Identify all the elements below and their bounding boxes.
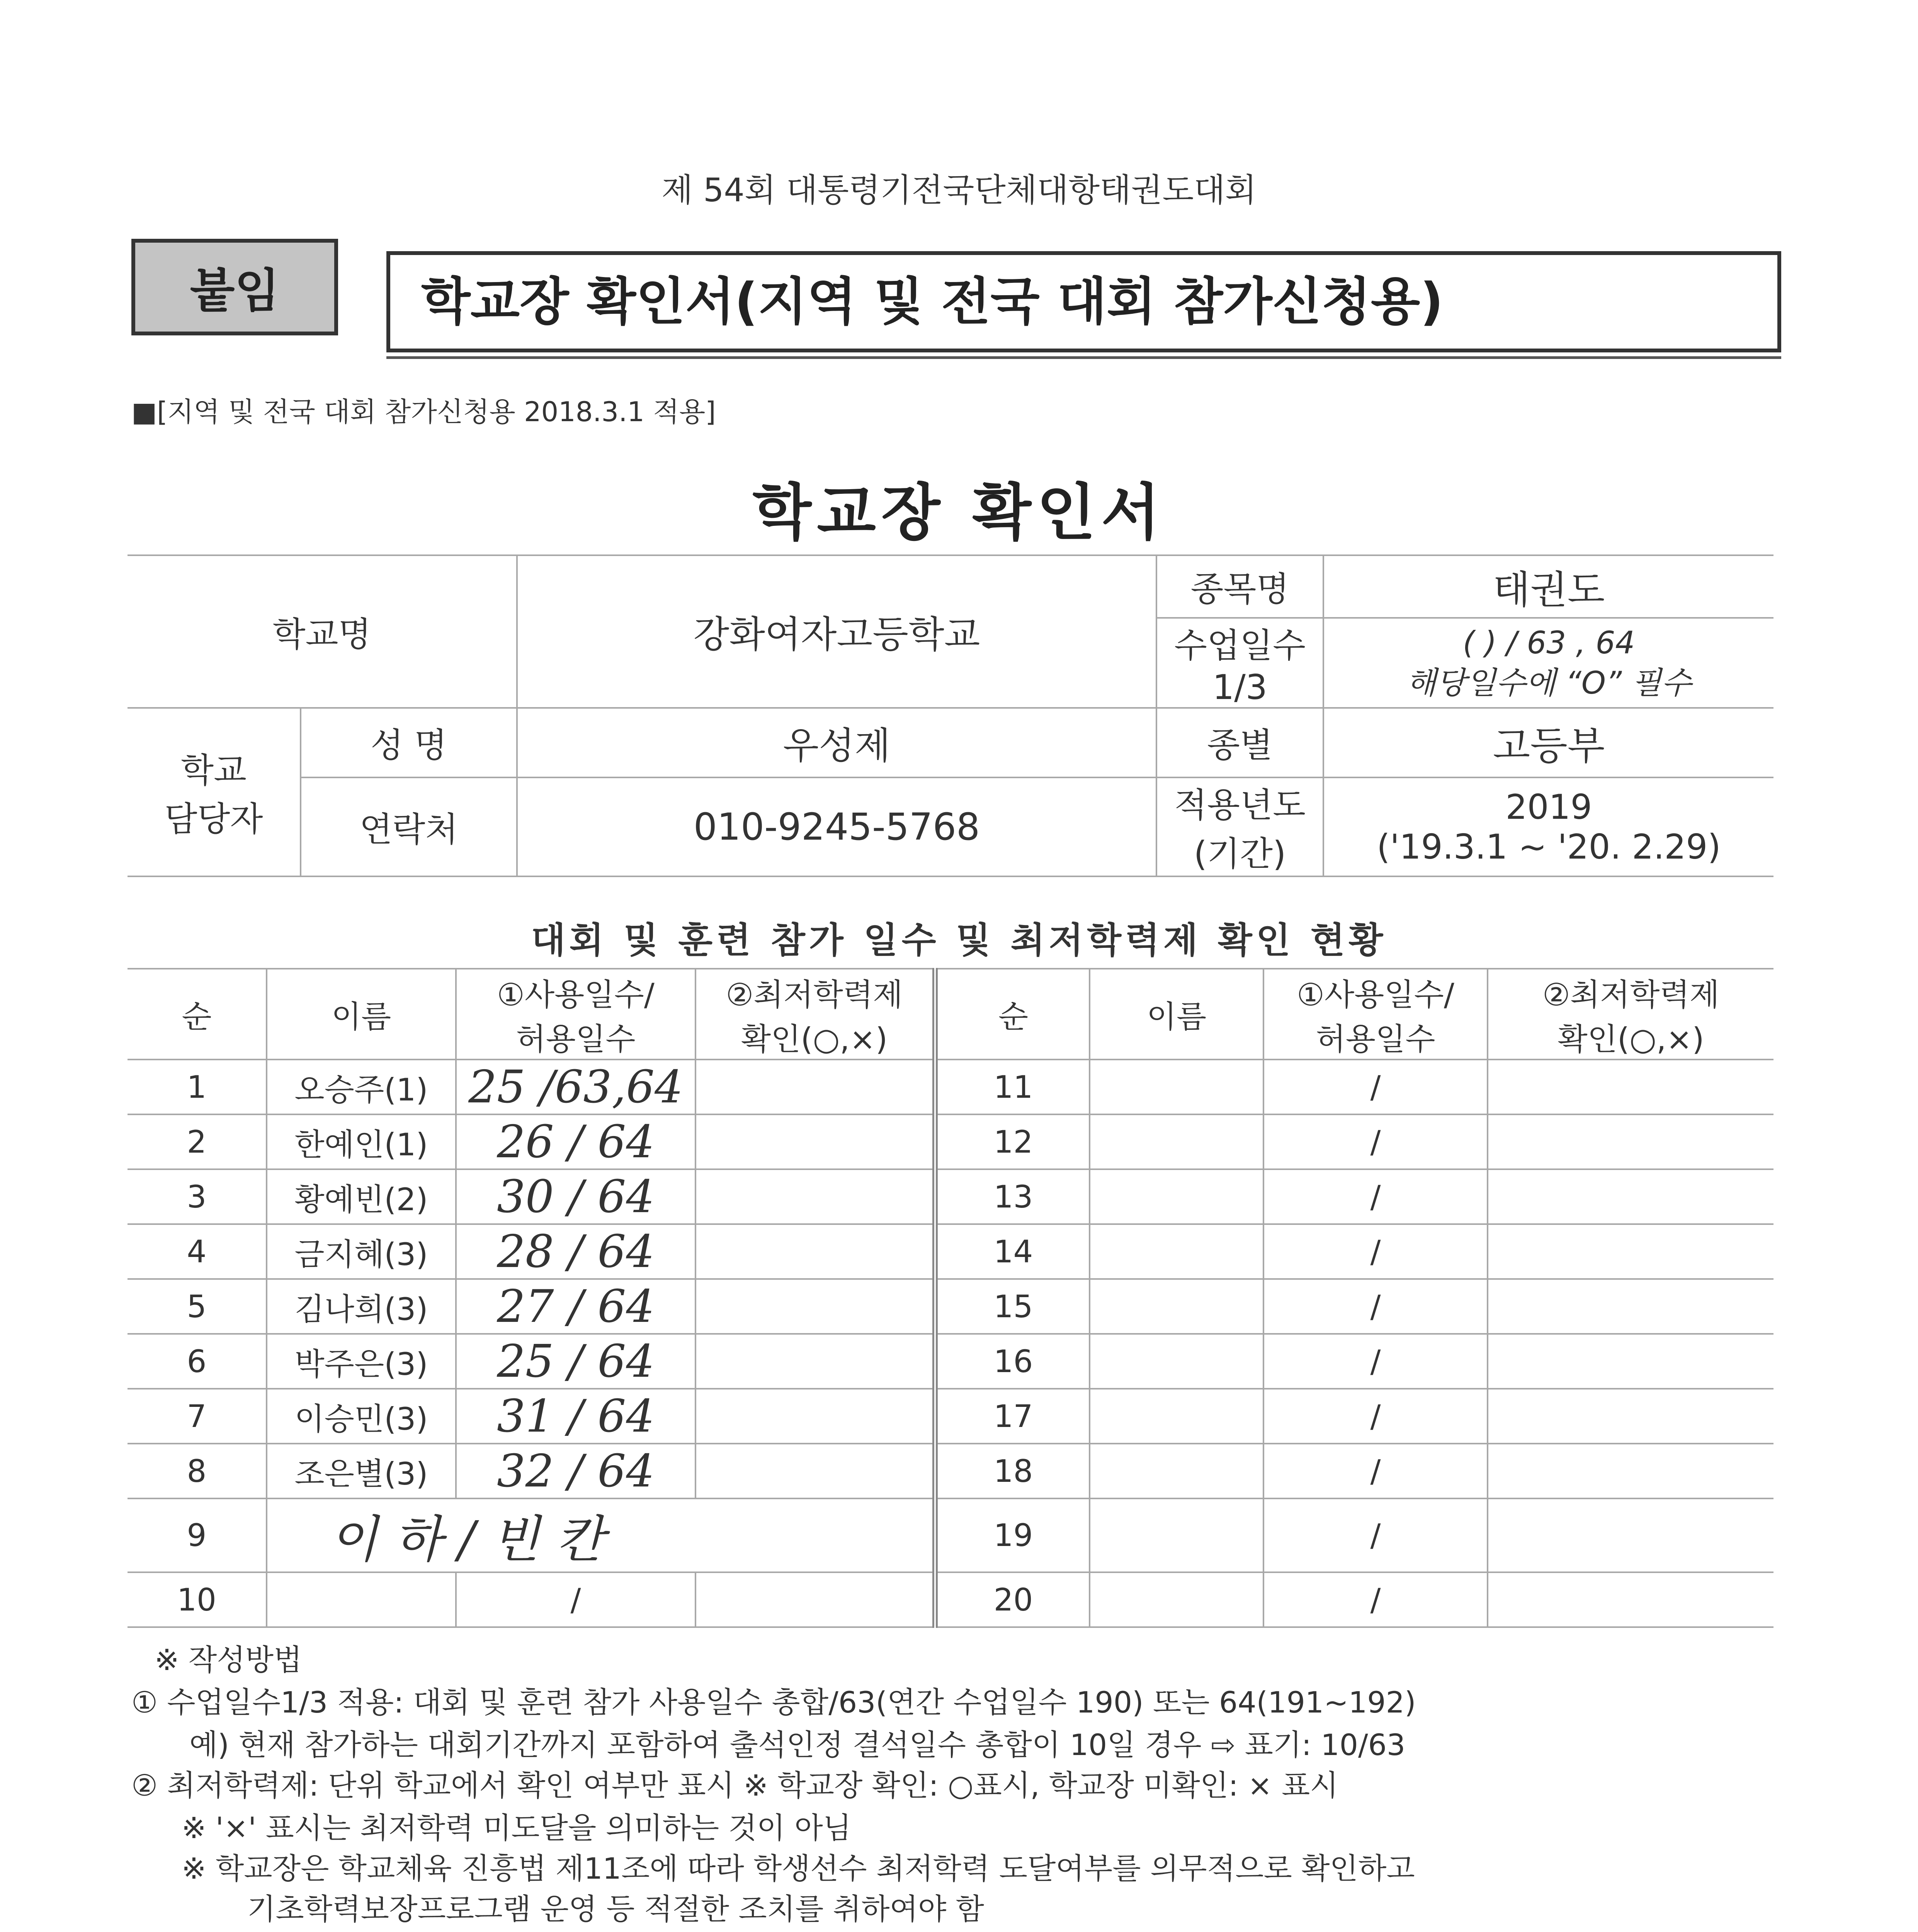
- year-value-1: 2019: [1505, 787, 1592, 827]
- days-used: /: [1263, 1224, 1488, 1279]
- instruction-line: ② 최저학력제: 단위 학교에서 확인 여부만 표시 ※ 학교장 확인: ○표시, 학교장 미확인: × 표시: [131, 1768, 1338, 1803]
- header-name-left: 이름: [267, 969, 456, 1060]
- handwritten-blank-note: 이 하 / 빈 칸: [267, 1498, 935, 1572]
- contact-value: 010-9245-5768: [517, 777, 1156, 876]
- year-value: [1323, 777, 1773, 876]
- header-days-right: [1263, 969, 1488, 1060]
- header-name-right: 이름: [1090, 969, 1263, 1060]
- row-number: 5: [128, 1279, 267, 1334]
- class-days-value-2: 해당일수에 “O” 필수: [1406, 665, 1692, 701]
- academic-check: [1488, 1279, 1773, 1334]
- table-row: [128, 1389, 1773, 1444]
- table-row: [128, 1279, 1773, 1334]
- academic-check: [1488, 1334, 1773, 1389]
- days-used: /: [1263, 1060, 1488, 1114]
- academic-check: [1488, 1224, 1773, 1279]
- student-name: 김나희(3): [267, 1279, 456, 1334]
- instruction-line: ※ '×' 표시는 최저학력 미도달을 의미하는 것이 아님: [182, 1811, 852, 1845]
- student-name: 황예빈(2): [267, 1169, 456, 1224]
- row-number: 9: [128, 1498, 267, 1572]
- student-name: [1090, 1169, 1263, 1224]
- student-name: 이승민(3): [267, 1389, 456, 1444]
- year-value-2: ('19.3.1 ~ '20. 2.29): [1377, 827, 1721, 867]
- header-check-right: [1488, 969, 1773, 1060]
- academic-check: [695, 1389, 935, 1444]
- table-row: [128, 1114, 1773, 1169]
- attachment-tag: 붙임: [131, 239, 338, 335]
- table-row: [128, 1498, 1773, 1572]
- manager-label-2: 담당자: [164, 799, 263, 839]
- academic-check: [695, 1279, 935, 1334]
- row-number: 10: [128, 1572, 267, 1627]
- days-used: 31 / 64: [456, 1389, 695, 1444]
- student-name: 금지혜(3): [267, 1224, 456, 1279]
- row-number: 17: [935, 1389, 1090, 1444]
- category-value: 고등부: [1323, 708, 1773, 777]
- student-name: [267, 1572, 456, 1627]
- days-used: 25 /63,64: [456, 1060, 695, 1114]
- row-number: 3: [128, 1169, 267, 1224]
- academic-check: [1488, 1498, 1773, 1572]
- student-name: 박주은(3): [267, 1334, 456, 1389]
- school-info-table: [128, 554, 1773, 877]
- manager-label-1: 학교: [180, 750, 247, 790]
- row-number: 18: [935, 1444, 1090, 1498]
- participation-rows: [128, 1060, 1773, 1627]
- header-title: 학교장 확인서(지역 및 전국 대회 참가신청용): [421, 272, 1444, 332]
- year-label-2: (기간): [1194, 834, 1286, 874]
- event-label: 종목명: [1156, 555, 1323, 618]
- category-label: 종별: [1156, 708, 1323, 777]
- instruction-line: [155, 1928, 1149, 1932]
- header-title-box: [386, 251, 1781, 352]
- row-number: 8: [128, 1444, 267, 1498]
- class-days-value-1: ( ) / 63 , 64: [1462, 624, 1635, 661]
- student-name: [1090, 1389, 1263, 1444]
- table-row: [128, 1572, 1773, 1627]
- days-used: 32 / 64: [456, 1444, 695, 1498]
- student-name: [1090, 1498, 1263, 1572]
- row-number: 15: [935, 1279, 1090, 1334]
- header-check-right-2: 확인(○,×): [1558, 1021, 1704, 1057]
- header-no-left: 순: [128, 969, 267, 1060]
- student-name: [1090, 1572, 1263, 1627]
- manager-label: [128, 708, 301, 876]
- days-used: /: [1263, 1114, 1488, 1169]
- row-number: 4: [128, 1224, 267, 1279]
- applicability-note: ■[지역 및 전국 대회 참가신청용 2018.3.1 적용]: [131, 396, 716, 428]
- row-number: 1: [128, 1060, 267, 1114]
- table-row: [128, 1444, 1773, 1498]
- days-used: /: [1263, 1169, 1488, 1224]
- table-row: [128, 1060, 1773, 1114]
- row-number: 7: [128, 1389, 267, 1444]
- academic-check: [1488, 1572, 1773, 1627]
- header-check-left-2: 확인(○,×): [741, 1021, 888, 1057]
- row-number: 20: [935, 1572, 1090, 1627]
- school-name-label: 학교명: [128, 555, 517, 708]
- instruction-line: 예) 현재 참가하는 대회기간까지 포함하여 출석인정 결석일수 총합이 10일 경우 ⇨ 표기: 10/63: [189, 1728, 1406, 1762]
- header-check-left: [695, 969, 935, 1060]
- contact-label: 연락처: [301, 777, 517, 876]
- student-name: 오승주(1): [267, 1060, 456, 1114]
- days-used: 25 / 64: [456, 1334, 695, 1389]
- document-title: 학교장 확인서: [752, 477, 1166, 548]
- academic-check: [695, 1114, 935, 1169]
- academic-check: [695, 1060, 935, 1114]
- header-days-left: [456, 969, 695, 1060]
- header-underline: [386, 356, 1781, 359]
- academic-check: [695, 1224, 935, 1279]
- student-name: [1090, 1060, 1263, 1114]
- class-days-value: [1323, 618, 1773, 708]
- academic-check: [695, 1334, 935, 1389]
- row-number: 11: [935, 1060, 1090, 1114]
- table-row: [128, 1169, 1773, 1224]
- days-used: /: [1263, 1572, 1488, 1627]
- header-check-left-1: ②최저학력제: [726, 976, 903, 1013]
- class-days-label: [1156, 618, 1323, 708]
- days-used: /: [1263, 1334, 1488, 1389]
- days-used: /: [1263, 1279, 1488, 1334]
- year-label-1: 적용년도: [1174, 785, 1306, 825]
- manager-name-value: 우성제: [517, 708, 1156, 777]
- row-number: 14: [935, 1224, 1090, 1279]
- row-number: 16: [935, 1334, 1090, 1389]
- academic-check: [1488, 1114, 1773, 1169]
- student-name: [1090, 1279, 1263, 1334]
- academic-check: [695, 1169, 935, 1224]
- row-number: 19: [935, 1498, 1090, 1572]
- year-label: [1156, 777, 1323, 876]
- instruction-line: ① 수업일수1/3 적용: 대회 및 훈련 참가 사용일수 총합/63(연간 수업일수 190) 또는 64(191~192): [131, 1685, 1416, 1719]
- instruction-line: ※ 학교장은 학교체육 진흥법 제11조에 따라 학생선수 최저학력 도달여부를 의무적으로 확인하고: [182, 1851, 1415, 1886]
- section-title: 대회 및 훈련 참가 일수 및 최저학력제 확인 현황: [531, 920, 1387, 961]
- header-days-left-2: 허용일수: [516, 1021, 636, 1057]
- student-name: 한예인(1): [267, 1114, 456, 1169]
- row-number: 2: [128, 1114, 267, 1169]
- academic-check: [1488, 1060, 1773, 1114]
- header-days-right-1: ①사용일수/: [1297, 976, 1454, 1013]
- header-days-right-2: 허용일수: [1316, 1021, 1435, 1057]
- instruction-line: 기초학력보장프로그램 운영 등 적절한 조치를 취하여야 함: [247, 1892, 984, 1926]
- days-used: 30 / 64: [456, 1169, 695, 1224]
- academic-check: [1488, 1389, 1773, 1444]
- manager-name-label: 성 명: [301, 708, 517, 777]
- student-name: [1090, 1224, 1263, 1279]
- days-used: /: [1263, 1444, 1488, 1498]
- academic-check: [1488, 1169, 1773, 1224]
- academic-check: [695, 1444, 935, 1498]
- academic-check: [695, 1572, 935, 1627]
- student-name: [1090, 1114, 1263, 1169]
- days-used: 26 / 64: [456, 1114, 695, 1169]
- header-days-left-1: ①사용일수/: [497, 976, 655, 1013]
- days-used: /: [1263, 1389, 1488, 1444]
- event-value: 태권도: [1323, 555, 1773, 618]
- row-number: 12: [935, 1114, 1090, 1169]
- row-number: 13: [935, 1169, 1090, 1224]
- header-no-right: 순: [935, 969, 1090, 1060]
- student-name: [1090, 1444, 1263, 1498]
- class-days-label-2: 1/3: [1212, 667, 1267, 707]
- student-name: 조은별(3): [267, 1444, 456, 1498]
- class-days-label-1: 수업일수: [1174, 626, 1306, 665]
- header-check-right-1: ②최저학력제: [1542, 976, 1720, 1013]
- participation-table: [128, 968, 1773, 1628]
- row-number: 6: [128, 1334, 267, 1389]
- days-used: /: [456, 1572, 695, 1627]
- table-row: [128, 1334, 1773, 1389]
- table-row: [128, 1224, 1773, 1279]
- instruction-line: ※ 작성방법: [155, 1643, 302, 1677]
- days-used: /: [1263, 1498, 1488, 1572]
- student-name: [1090, 1334, 1263, 1389]
- competition-title: 제 54회 대통령기전국단체대항태권도대회: [661, 171, 1257, 209]
- days-used: 27 / 64: [456, 1279, 695, 1334]
- academic-check: [1488, 1444, 1773, 1498]
- days-used: 28 / 64: [456, 1224, 695, 1279]
- school-name-value: 강화여자고등학교: [517, 555, 1156, 708]
